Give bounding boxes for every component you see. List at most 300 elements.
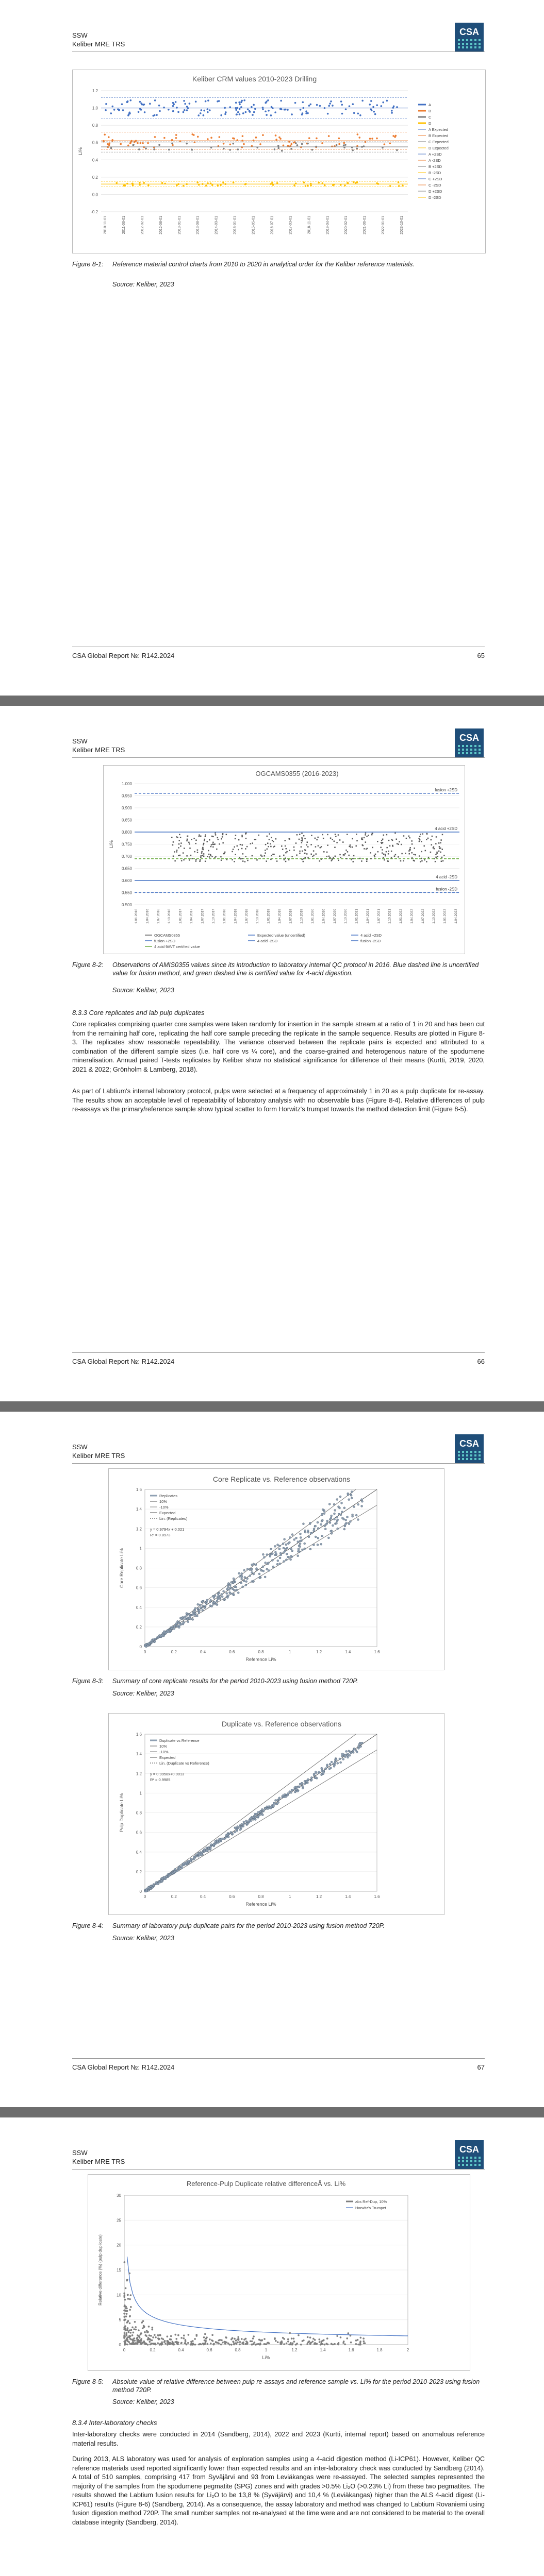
data-point bbox=[353, 181, 355, 183]
data-point bbox=[124, 2261, 126, 2263]
data-point bbox=[351, 859, 352, 860]
data-point bbox=[383, 854, 385, 855]
data-point bbox=[299, 834, 301, 835]
csa-logo: CSA bbox=[455, 23, 484, 52]
data-point bbox=[184, 103, 186, 105]
data-point bbox=[391, 851, 392, 852]
data-point bbox=[233, 849, 234, 850]
data-point bbox=[350, 2335, 352, 2337]
data-point bbox=[328, 1768, 331, 1770]
data-point bbox=[443, 855, 445, 856]
data-point bbox=[145, 2335, 147, 2337]
paragraph: As part of Labtium's internal laboratory protocol, pulps were selected at a frequency of approximately 1 in 20 as a pulp duplicate for re-assay. The results show an acceptable level of repeatability of laboratory analysis with no observable bias (Figure 8-4). Relative differences of pulp re-assays vs the primary/reference sample show typical scatter to form Horwitz's trumpet towards the method detection limit (Figure 8-5). bbox=[72, 1088, 485, 1113]
y-tick-label: 1 bbox=[139, 1791, 142, 1796]
data-point bbox=[245, 833, 247, 834]
chart-title: Core Replicate vs. Reference observations bbox=[212, 1475, 351, 1483]
data-point bbox=[300, 109, 302, 111]
x-tick-label: 1.04.2016 bbox=[145, 909, 150, 924]
amis-chart bbox=[103, 765, 465, 954]
legend-label: C -2SD bbox=[428, 183, 441, 188]
data-point bbox=[243, 2338, 245, 2341]
data-point bbox=[207, 856, 208, 857]
legend-label: C +2SD bbox=[428, 177, 442, 181]
data-point bbox=[398, 185, 400, 187]
horwitz-trumpet bbox=[127, 2257, 408, 2336]
data-point bbox=[329, 1763, 331, 1765]
data-point bbox=[261, 1814, 263, 1816]
data-point bbox=[163, 1876, 166, 1878]
data-point bbox=[388, 851, 389, 852]
data-point bbox=[207, 111, 209, 113]
data-point bbox=[285, 1559, 287, 1561]
data-point bbox=[384, 143, 386, 145]
data-point bbox=[426, 839, 427, 840]
data-point bbox=[357, 1745, 359, 1748]
data-point bbox=[189, 843, 190, 845]
data-point bbox=[295, 842, 297, 844]
legend-label: 4 acid 9AVT certified value bbox=[154, 944, 200, 949]
data-point bbox=[192, 1618, 194, 1620]
x-tick-label: 2017-03-01 bbox=[289, 216, 293, 234]
data-point bbox=[357, 133, 359, 135]
data-point bbox=[127, 2298, 129, 2300]
data-point bbox=[262, 1570, 265, 1572]
data-point bbox=[283, 2343, 285, 2345]
data-point bbox=[270, 846, 272, 848]
y-tick-label: 0.4 bbox=[136, 1850, 142, 1855]
x-tick-label: 2011-06-01 bbox=[122, 216, 126, 234]
data-point bbox=[186, 1618, 188, 1620]
data-point bbox=[289, 1536, 291, 1538]
data-point bbox=[347, 851, 349, 853]
x-tick-label: 2014-03-01 bbox=[215, 216, 219, 234]
data-point bbox=[170, 2335, 172, 2337]
data-point bbox=[332, 1524, 334, 1527]
data-point bbox=[234, 1831, 236, 1833]
data-point bbox=[255, 137, 257, 139]
data-point bbox=[345, 108, 347, 110]
data-point bbox=[190, 855, 192, 856]
data-point bbox=[154, 136, 156, 138]
data-point bbox=[257, 2343, 259, 2345]
data-point bbox=[241, 1578, 243, 1580]
data-point bbox=[420, 861, 421, 862]
data-point bbox=[245, 1820, 247, 1822]
y-tick-label: 0.8 bbox=[92, 123, 98, 128]
relative-diff-chart bbox=[88, 2174, 470, 2371]
data-point bbox=[229, 1584, 231, 1586]
company-name: SSW bbox=[72, 1443, 88, 1451]
data-point bbox=[302, 1523, 304, 1525]
data-point bbox=[282, 1794, 284, 1797]
data-point bbox=[201, 855, 202, 857]
data-point bbox=[271, 855, 272, 857]
data-point bbox=[334, 1510, 336, 1512]
data-point bbox=[247, 108, 249, 110]
data-point bbox=[193, 1613, 195, 1615]
data-point bbox=[431, 844, 433, 846]
data-point bbox=[342, 1758, 344, 1760]
data-point bbox=[326, 852, 328, 853]
data-point bbox=[305, 850, 306, 851]
data-point bbox=[229, 143, 232, 145]
data-point bbox=[393, 105, 395, 107]
data-point bbox=[130, 2338, 133, 2341]
data-point bbox=[143, 182, 145, 184]
x-tick-label: 0.4 bbox=[200, 1894, 206, 1899]
data-point bbox=[232, 1588, 234, 1590]
data-point bbox=[332, 858, 333, 860]
data-point bbox=[158, 144, 160, 146]
data-point bbox=[312, 1544, 315, 1546]
data-point bbox=[305, 110, 307, 112]
data-point bbox=[323, 1513, 325, 1515]
data-point bbox=[149, 2341, 151, 2343]
data-point bbox=[139, 2341, 141, 2343]
data-point bbox=[397, 843, 398, 844]
data-point bbox=[361, 860, 362, 862]
data-point bbox=[324, 2344, 326, 2346]
data-point bbox=[330, 100, 332, 103]
data-point bbox=[209, 839, 210, 841]
data-point bbox=[274, 148, 276, 150]
data-point bbox=[252, 1580, 254, 1582]
data-point bbox=[213, 1601, 216, 1603]
data-point bbox=[198, 184, 200, 186]
data-point bbox=[364, 837, 365, 839]
data-point bbox=[395, 854, 397, 856]
data-point bbox=[441, 861, 442, 862]
data-point bbox=[202, 847, 204, 849]
data-point bbox=[191, 149, 193, 151]
x-tick-label: 1.10.2016 bbox=[168, 909, 172, 924]
data-point bbox=[238, 839, 240, 841]
data-point bbox=[317, 1527, 319, 1529]
y-tick-label: 0.6 bbox=[136, 1585, 142, 1590]
data-point bbox=[290, 148, 292, 150]
data-point bbox=[142, 2342, 144, 2344]
x-tick-label: 1.10.2018 bbox=[256, 909, 260, 924]
data-point bbox=[299, 851, 301, 852]
data-point bbox=[303, 2340, 305, 2342]
data-point bbox=[157, 2334, 159, 2336]
data-point bbox=[350, 844, 351, 846]
data-point bbox=[178, 840, 180, 841]
data-point bbox=[146, 2330, 148, 2332]
legend-label: C Expected bbox=[428, 140, 449, 144]
data-point bbox=[197, 1603, 199, 1605]
data-point bbox=[394, 855, 395, 857]
data-point bbox=[156, 1883, 158, 1885]
data-point bbox=[298, 2334, 300, 2336]
data-point bbox=[336, 144, 338, 146]
data-point bbox=[312, 2338, 315, 2340]
data-point bbox=[140, 2333, 142, 2335]
data-point bbox=[266, 1554, 268, 1556]
data-point bbox=[319, 860, 321, 862]
data-point bbox=[276, 182, 278, 184]
data-point bbox=[129, 2323, 131, 2325]
x-tick-label: 1.01.2020 bbox=[311, 909, 315, 924]
data-point bbox=[243, 143, 245, 145]
data-point bbox=[290, 1791, 292, 1793]
data-point bbox=[344, 144, 347, 146]
data-point bbox=[205, 184, 207, 187]
data-point bbox=[171, 139, 173, 141]
data-point bbox=[339, 1507, 341, 1509]
figure-caption: Figure 8-5: Absolute value of relative difference between pulp re-assays and reference sample vs. Li% for the period 2010-2023 using fusion method 720P. bbox=[72, 2378, 480, 2394]
data-point bbox=[435, 854, 437, 855]
data-point bbox=[261, 2340, 263, 2342]
data-point bbox=[357, 112, 359, 114]
data-point bbox=[293, 2341, 295, 2343]
data-point bbox=[143, 2326, 145, 2328]
data-point bbox=[246, 2342, 249, 2344]
data-point bbox=[172, 110, 174, 112]
x-tick-label: 1.10.2019 bbox=[300, 909, 304, 924]
data-point bbox=[232, 851, 233, 853]
data-point bbox=[262, 107, 264, 109]
data-point bbox=[193, 838, 195, 839]
y-tick-label: 0.850 bbox=[121, 818, 132, 823]
data-point bbox=[313, 1530, 315, 1532]
data-point bbox=[347, 182, 349, 184]
chart-title: Keliber CRM values 2010-2023 Drilling bbox=[192, 75, 317, 83]
data-point bbox=[128, 2335, 130, 2337]
data-point bbox=[297, 1786, 299, 1788]
data-point bbox=[129, 2315, 131, 2317]
data-point bbox=[264, 1576, 266, 1578]
data-point bbox=[266, 1568, 268, 1570]
y-axis-label: Core Replicate Li% bbox=[119, 1548, 124, 1588]
data-point bbox=[421, 860, 423, 862]
data-point bbox=[151, 2343, 153, 2345]
data-point bbox=[250, 843, 252, 844]
data-point bbox=[215, 834, 217, 836]
data-point bbox=[290, 1555, 292, 1557]
data-point bbox=[254, 2342, 256, 2344]
data-point bbox=[130, 2329, 133, 2331]
data-point bbox=[257, 1811, 259, 1814]
data-point bbox=[302, 838, 303, 840]
data-point bbox=[400, 860, 402, 862]
data-point bbox=[329, 857, 331, 859]
data-point bbox=[173, 104, 175, 106]
data-point bbox=[302, 107, 304, 109]
data-point bbox=[251, 1564, 253, 1566]
x-tick-label: 2016-07-01 bbox=[270, 216, 274, 234]
data-point bbox=[291, 856, 293, 857]
data-point bbox=[259, 1814, 261, 1816]
y-tick-label: 0.2 bbox=[136, 1869, 142, 1874]
data-point bbox=[322, 182, 324, 184]
y-tick-label: 5 bbox=[119, 2317, 121, 2323]
data-point bbox=[317, 1537, 319, 1539]
data-point bbox=[174, 2341, 176, 2343]
data-point bbox=[219, 1597, 221, 1599]
project-name: Keliber MRE TRS bbox=[72, 2158, 125, 2165]
data-point bbox=[396, 149, 398, 151]
data-point bbox=[241, 1575, 243, 1578]
data-point bbox=[309, 1548, 311, 1550]
data-point bbox=[186, 855, 188, 857]
data-point bbox=[317, 1544, 319, 1546]
x-tick-label: 1.04.2020 bbox=[322, 909, 326, 924]
data-point bbox=[434, 858, 435, 859]
data-point bbox=[329, 103, 331, 105]
data-point bbox=[110, 112, 112, 114]
data-point bbox=[179, 834, 180, 836]
data-point bbox=[197, 852, 199, 853]
data-point bbox=[232, 143, 234, 145]
data-point bbox=[256, 1568, 258, 1570]
data-point bbox=[334, 1762, 336, 1764]
data-point bbox=[243, 1823, 245, 1825]
data-point bbox=[276, 1544, 278, 1546]
y-tick-label: 0.650 bbox=[121, 866, 132, 871]
data-point bbox=[239, 108, 241, 110]
data-point bbox=[120, 143, 122, 145]
data-point bbox=[235, 838, 236, 840]
y-tick-label: 1 bbox=[139, 1546, 142, 1551]
data-point bbox=[207, 108, 209, 110]
data-point bbox=[420, 834, 421, 835]
x-tick-label: 1.10.2017 bbox=[211, 909, 216, 924]
data-point bbox=[125, 2332, 127, 2334]
data-point bbox=[299, 1540, 301, 1542]
data-point bbox=[285, 1544, 287, 1546]
data-point bbox=[179, 855, 181, 856]
data-point bbox=[333, 1503, 335, 1505]
legend-label: B bbox=[428, 109, 432, 113]
data-point bbox=[301, 842, 303, 843]
data-point bbox=[254, 108, 256, 110]
data-point bbox=[299, 1546, 301, 1548]
data-point bbox=[268, 1569, 270, 1571]
data-point bbox=[125, 2307, 127, 2309]
data-point bbox=[296, 2343, 298, 2345]
x-tick-label: 1.01.2017 bbox=[178, 909, 183, 924]
data-point bbox=[335, 836, 337, 837]
data-point bbox=[265, 852, 266, 854]
legend-label: A bbox=[428, 103, 432, 107]
data-point bbox=[151, 2329, 153, 2331]
x-tick-label: 1.01.2023 bbox=[443, 909, 447, 924]
project-name: Keliber MRE TRS bbox=[72, 1452, 125, 1460]
data-point bbox=[153, 1885, 155, 1887]
data-point bbox=[157, 1636, 159, 1638]
data-point bbox=[123, 2296, 125, 2298]
x-tick-label: 1.04.2018 bbox=[234, 909, 238, 924]
data-point bbox=[129, 113, 131, 115]
data-point bbox=[244, 1577, 246, 1579]
data-point bbox=[432, 836, 433, 837]
data-point bbox=[167, 2335, 169, 2337]
x-tick-label: 2013-08-01 bbox=[196, 216, 200, 234]
data-point bbox=[207, 99, 209, 101]
data-point bbox=[387, 861, 389, 862]
data-point bbox=[242, 844, 243, 846]
data-point bbox=[274, 1800, 276, 1802]
data-point bbox=[274, 111, 276, 113]
page-68 bbox=[0, 2117, 544, 2576]
legend-label: Expected bbox=[159, 1511, 176, 1515]
x-tick-label: 1.2 bbox=[291, 2348, 298, 2352]
x-tick-label: 0.8 bbox=[258, 1894, 264, 1899]
data-point bbox=[255, 848, 257, 849]
pulp-duplicate-svg bbox=[109, 1714, 444, 1914]
data-point bbox=[127, 2321, 129, 2323]
data-point bbox=[357, 1747, 359, 1749]
data-point bbox=[180, 2342, 183, 2344]
data-point bbox=[276, 860, 278, 862]
data-point bbox=[233, 1582, 235, 1584]
data-point bbox=[325, 1768, 327, 1770]
data-point bbox=[199, 1604, 201, 1606]
data-point bbox=[411, 852, 413, 854]
legend-label: A Expected bbox=[428, 127, 448, 132]
data-point bbox=[408, 836, 410, 837]
data-point bbox=[243, 1569, 245, 1571]
data-point bbox=[340, 1761, 342, 1764]
data-point bbox=[307, 857, 309, 859]
data-point bbox=[180, 2337, 183, 2339]
data-point bbox=[440, 848, 441, 849]
figure-caption: Figure 8-4: Summary of laboratory pulp duplicate pairs for the period 2010-2023 using fusion method 720P. bbox=[72, 1922, 385, 1929]
data-point bbox=[422, 833, 423, 835]
data-point bbox=[194, 1615, 196, 1617]
data-point bbox=[235, 102, 237, 104]
x-tick-label: 0 bbox=[143, 1894, 146, 1899]
page-header bbox=[72, 2148, 125, 2166]
data-point bbox=[178, 843, 180, 845]
data-point bbox=[414, 848, 415, 849]
data-point bbox=[359, 2344, 361, 2346]
data-point bbox=[355, 2343, 357, 2345]
data-point bbox=[277, 147, 279, 149]
data-point bbox=[305, 185, 307, 187]
data-point bbox=[191, 858, 193, 859]
data-point bbox=[126, 101, 128, 103]
data-point bbox=[338, 834, 339, 836]
data-point bbox=[361, 838, 362, 840]
data-point bbox=[281, 150, 283, 152]
data-point bbox=[363, 2341, 365, 2343]
data-point bbox=[371, 138, 373, 140]
data-point bbox=[307, 1530, 309, 1532]
data-point bbox=[331, 1532, 333, 1534]
data-point bbox=[275, 134, 277, 137]
data-point bbox=[334, 1518, 336, 1520]
data-point bbox=[293, 850, 295, 851]
data-point bbox=[142, 142, 144, 144]
data-point bbox=[205, 2340, 207, 2342]
data-point bbox=[277, 1799, 279, 1801]
x-tick-label: 0.6 bbox=[229, 1894, 235, 1899]
data-point bbox=[343, 1528, 345, 1530]
data-point bbox=[357, 2344, 359, 2346]
data-point bbox=[302, 112, 304, 114]
data-point bbox=[177, 183, 179, 185]
data-point bbox=[152, 1886, 154, 1888]
data-point bbox=[223, 853, 224, 855]
data-point bbox=[409, 847, 411, 849]
x-tick-label: 1.04.2019 bbox=[277, 909, 282, 924]
data-point bbox=[175, 134, 177, 136]
data-point bbox=[287, 145, 289, 147]
data-point bbox=[187, 836, 188, 837]
data-point bbox=[153, 148, 155, 150]
